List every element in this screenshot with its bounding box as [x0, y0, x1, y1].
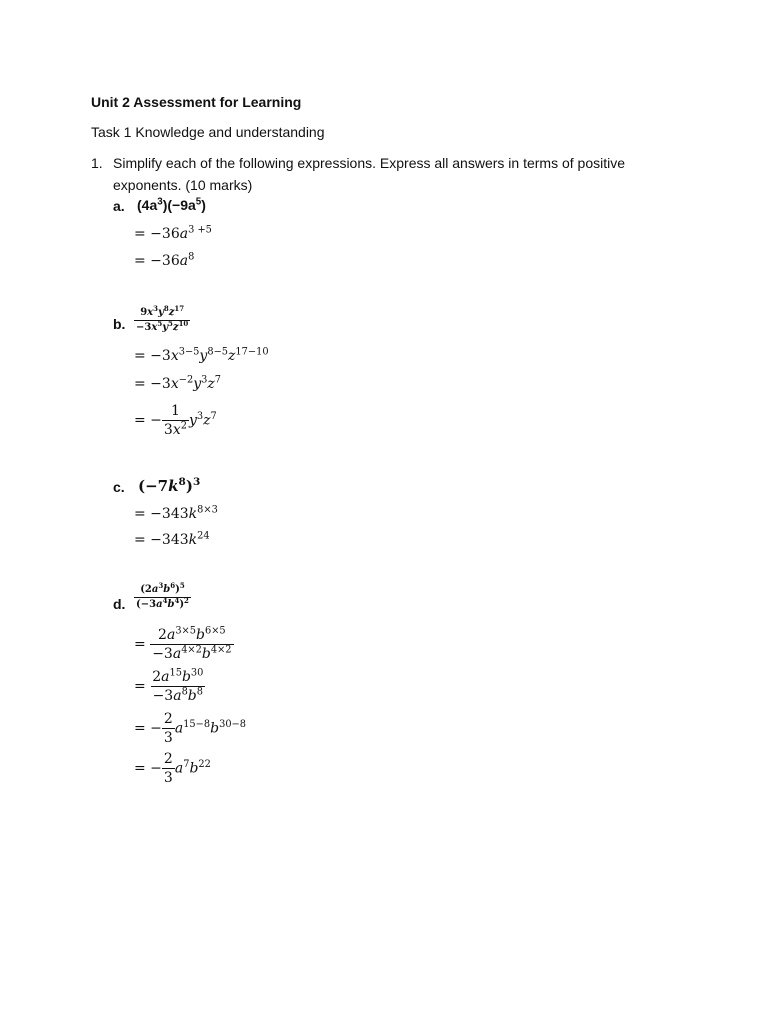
- part-c-label: c.: [113, 479, 125, 495]
- part-c-step-1: = $-343k^{8\times 3}$: [134, 504, 218, 522]
- part-b-step-3: = − $\frac{1}{3x^2}$ $y^3z^7$: [134, 403, 217, 439]
- part-c-step-2: = $-343k^{24}$: [134, 530, 210, 548]
- part-c-expression: $(-7k^8)^3$: [138, 476, 201, 495]
- question-text-line2: exponents. (10 marks): [113, 177, 253, 193]
- question-text-line1: Simplify each of the following expressions. Express all answers in terms of positive: [113, 155, 625, 171]
- part-b-step-2: = $-3x^{-2}y^3z^7$: [134, 374, 221, 392]
- part-d-step-2: = $\frac{2a^{15}b^{30}}{-3a^8b^8}$: [134, 667, 204, 705]
- part-a-expression: $(4a^3)(-9a^5)$: [137, 196, 206, 213]
- part-d-step-3: = − $\frac{2}{3}$ $a^{15-8}b^{30-8}$: [134, 711, 247, 747]
- part-d-step-4: = − $\frac{2}{3}$ $a^7b^{22}$: [134, 751, 211, 787]
- document-title: Unit 2 Assessment for Learning: [91, 94, 302, 110]
- part-b-expression: $\frac{9x^3y^8z^{17}}{-3x^5y^5z^{10}}$: [136, 304, 189, 333]
- part-a-label: a.: [113, 198, 125, 214]
- part-d-expression: $\frac{(2a^3b^6)^5}{(-3a^4b^4)^2}$: [136, 581, 189, 610]
- part-a-step-1: = $-36a^{3 +5}$: [134, 224, 212, 242]
- part-d-label: d.: [113, 596, 126, 612]
- part-d-step-1: = $\frac{2a^{3\times 5}b^{6\times 5}}{-3a^{4\times 2}b^{4\times 2}}$: [134, 625, 232, 663]
- task-heading: Task 1 Knowledge and understanding: [91, 124, 325, 140]
- part-b-step-1: = $-3x^{3-5}y^{8-5}z^{17-10}$: [134, 346, 269, 364]
- question-number: 1.: [91, 155, 103, 171]
- part-b-label: b.: [113, 316, 126, 332]
- part-a-step-2: = $-36a^8$: [134, 251, 195, 269]
